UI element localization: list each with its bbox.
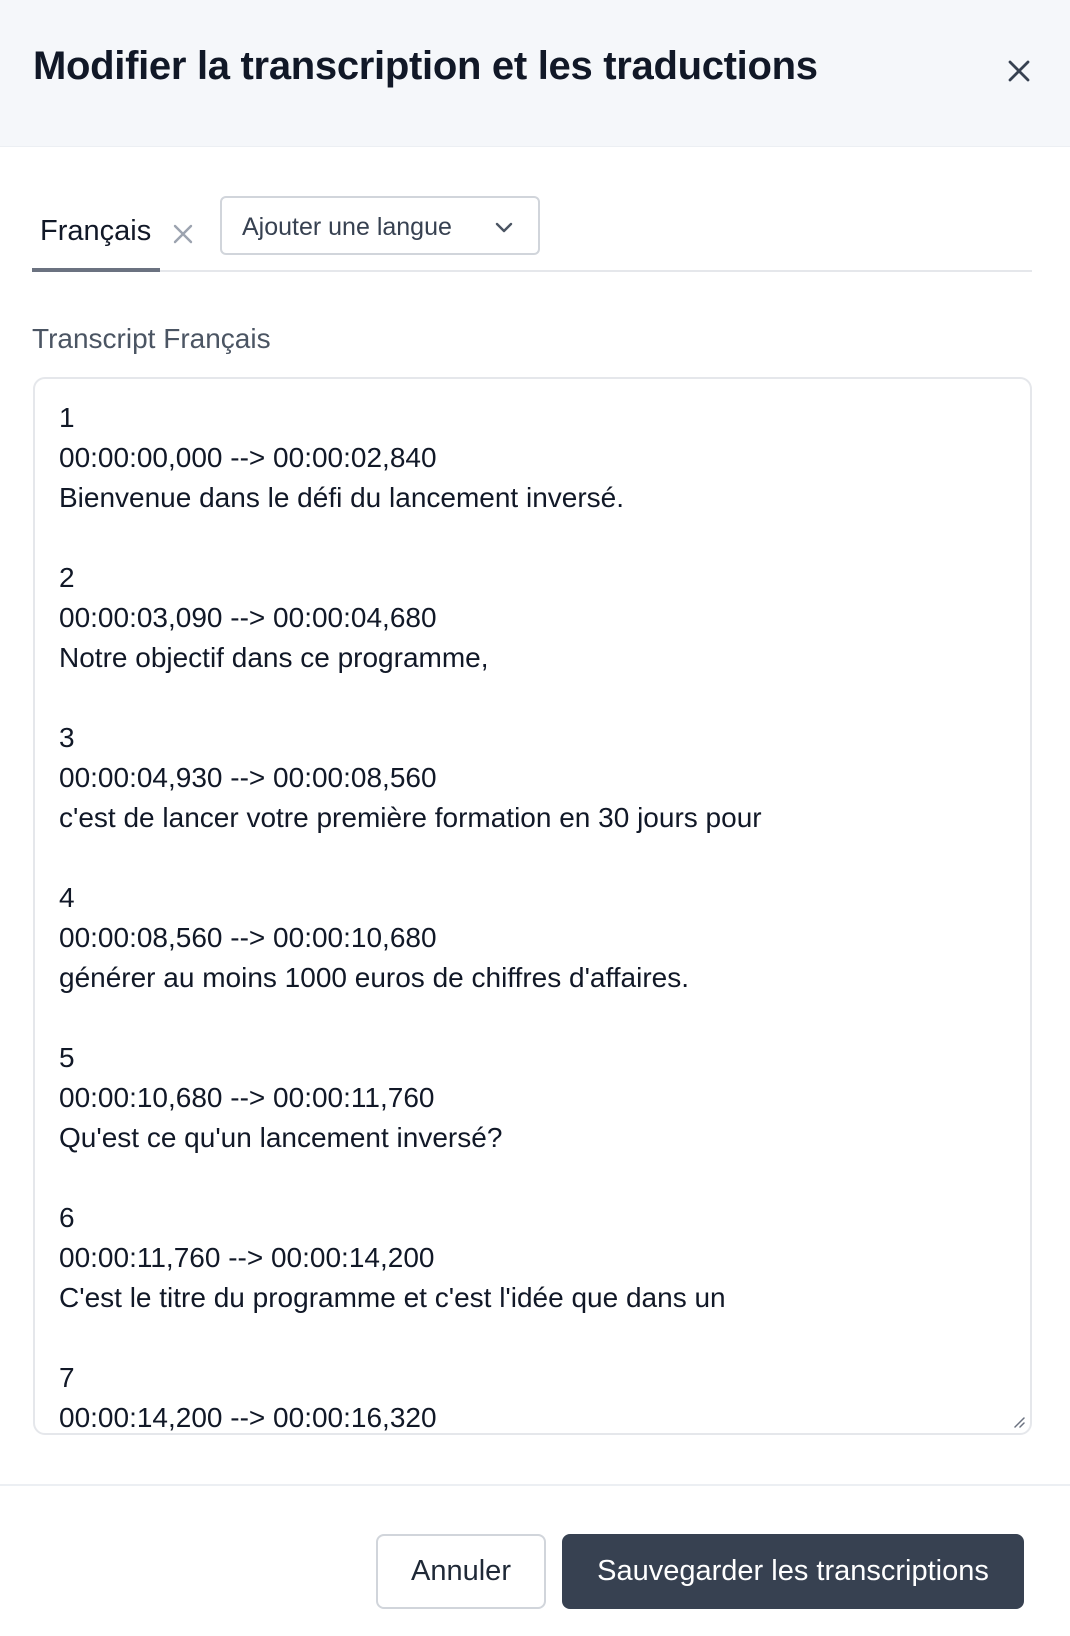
transcript-label: Transcript Français (32, 323, 271, 354)
tab-label: Français (40, 215, 152, 247)
transcript-textarea[interactable] (33, 377, 1032, 1435)
chevron-down-icon (492, 215, 516, 239)
modal-title: Modifier la transcription et les traductions (33, 44, 818, 88)
add-language-select[interactable] (220, 196, 540, 255)
add-language-label: Ajouter une langue (242, 213, 452, 241)
language-tabs (32, 195, 1032, 272)
close-icon (1006, 58, 1032, 84)
transcript-content[interactable]: 1 00:00:00,000 --> 00:00:02,840 Bienvenue dans le défi du lancement inversé. 2 00:00:03,090 --> 00:00:04,680 Notre objectif dans ce programme, 3 00:00:04,930 --> 00:00:08,560 c'est de lancer votre première formation en 30 jours pour 4 00:00:08,560 --> 00:00:10,680 générer au moins 1000 euros de chiffres d'affaires. 5 00:00:10,680 --> 00:00:11,760 Qu'est ce qu'un lancement inversé? 6 00:00:11,760 --> 00:00:14,200 C'est le titre du programme et c'est l'idée que dans un 7 00:00:14,200 --> 00:00:16,320 (59, 402, 762, 1433)
cancel-button[interactable]: Annuler (376, 1534, 546, 1609)
save-transcriptions-button[interactable]: Sauvegarder les transcriptions (562, 1534, 1024, 1609)
modal-header (0, 0, 1070, 147)
close-button[interactable] (1000, 52, 1038, 90)
resize-handle-icon[interactable] (1010, 1413, 1026, 1429)
remove-language-button[interactable] (168, 219, 198, 249)
footer-divider (0, 1484, 1070, 1486)
close-icon (172, 223, 194, 245)
tab-francais[interactable] (32, 195, 160, 272)
